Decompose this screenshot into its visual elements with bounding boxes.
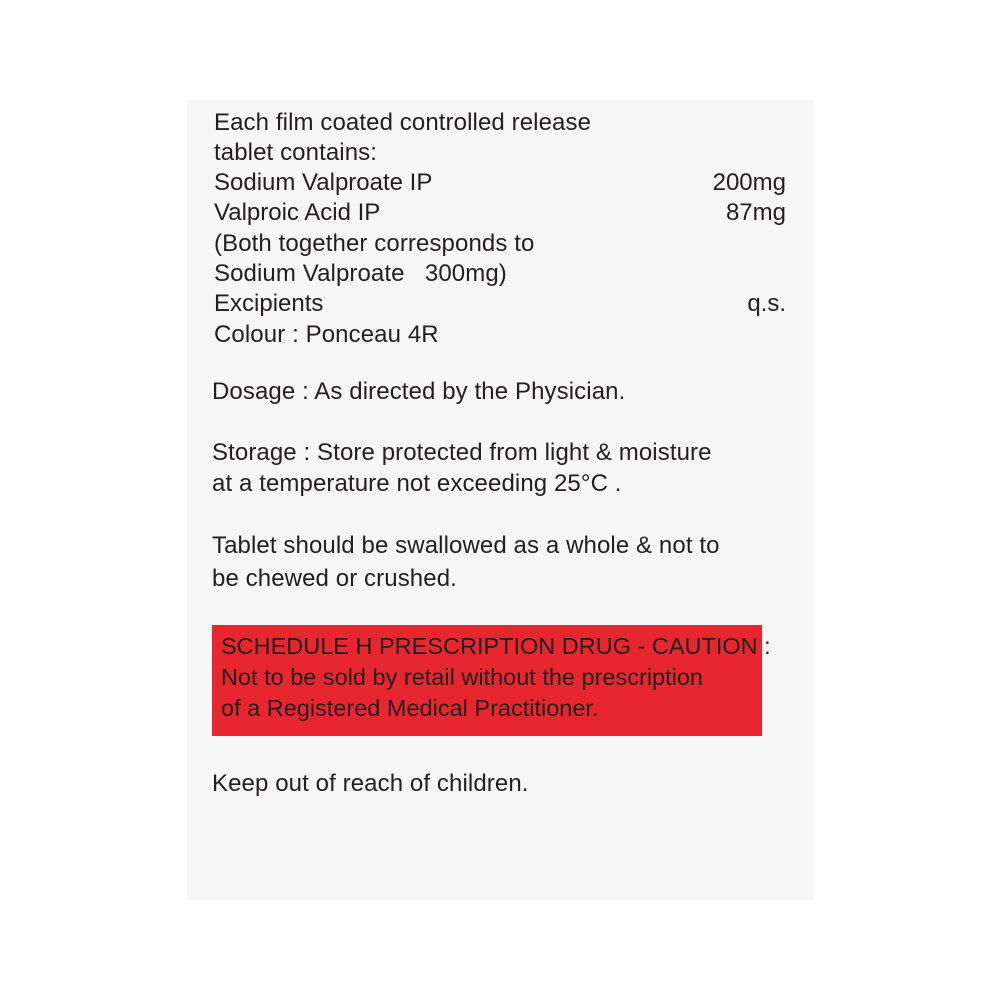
warning-line2: Not to be sold by retail without the prescription — [221, 664, 704, 690]
warning-line3: of a Registered Medical Practitioner. — [221, 695, 599, 721]
excipients-amount: q.s. — [747, 290, 786, 317]
storage-line2: at a temperature not exceeding 25°C . — [212, 470, 622, 497]
composition-intro-line1: Each film coated controlled release — [214, 109, 592, 136]
warning-line1: SCHEDULE H PRESCRIPTION DRUG - CAUTION : — [221, 633, 771, 659]
colour-line: Colour : Ponceau 4R — [214, 321, 439, 348]
composition-note-line2: Sodium Valproate 300mg) — [214, 260, 507, 287]
ingredient-name: Sodium Valproate IP — [214, 169, 433, 196]
swallow-line1: Tablet should be swallowed as a whole & not to — [212, 532, 720, 559]
schedule-h-warning-box — [212, 625, 771, 736]
storage-line1: Storage : Store protected from light & moisture — [212, 439, 712, 466]
ingredient-amount: 200mg — [712, 169, 786, 196]
swallow-line2: be chewed or crushed. — [212, 565, 457, 592]
excipients-name: Excipients — [214, 290, 324, 317]
dosage-line: Dosage : As directed by the Physician. — [212, 378, 626, 405]
children-warning: Keep out of reach of children. — [212, 770, 529, 797]
ingredient-amount: 87mg — [725, 199, 786, 226]
excipients-row — [214, 289, 786, 319]
composition-note-line1: (Both together corresponds to — [214, 230, 535, 257]
ingredient-row — [214, 168, 786, 198]
composition-intro-line2: tablet contains: — [214, 139, 378, 166]
ingredient-row — [214, 198, 786, 228]
ingredient-name: Valproic Acid IP — [214, 199, 381, 226]
